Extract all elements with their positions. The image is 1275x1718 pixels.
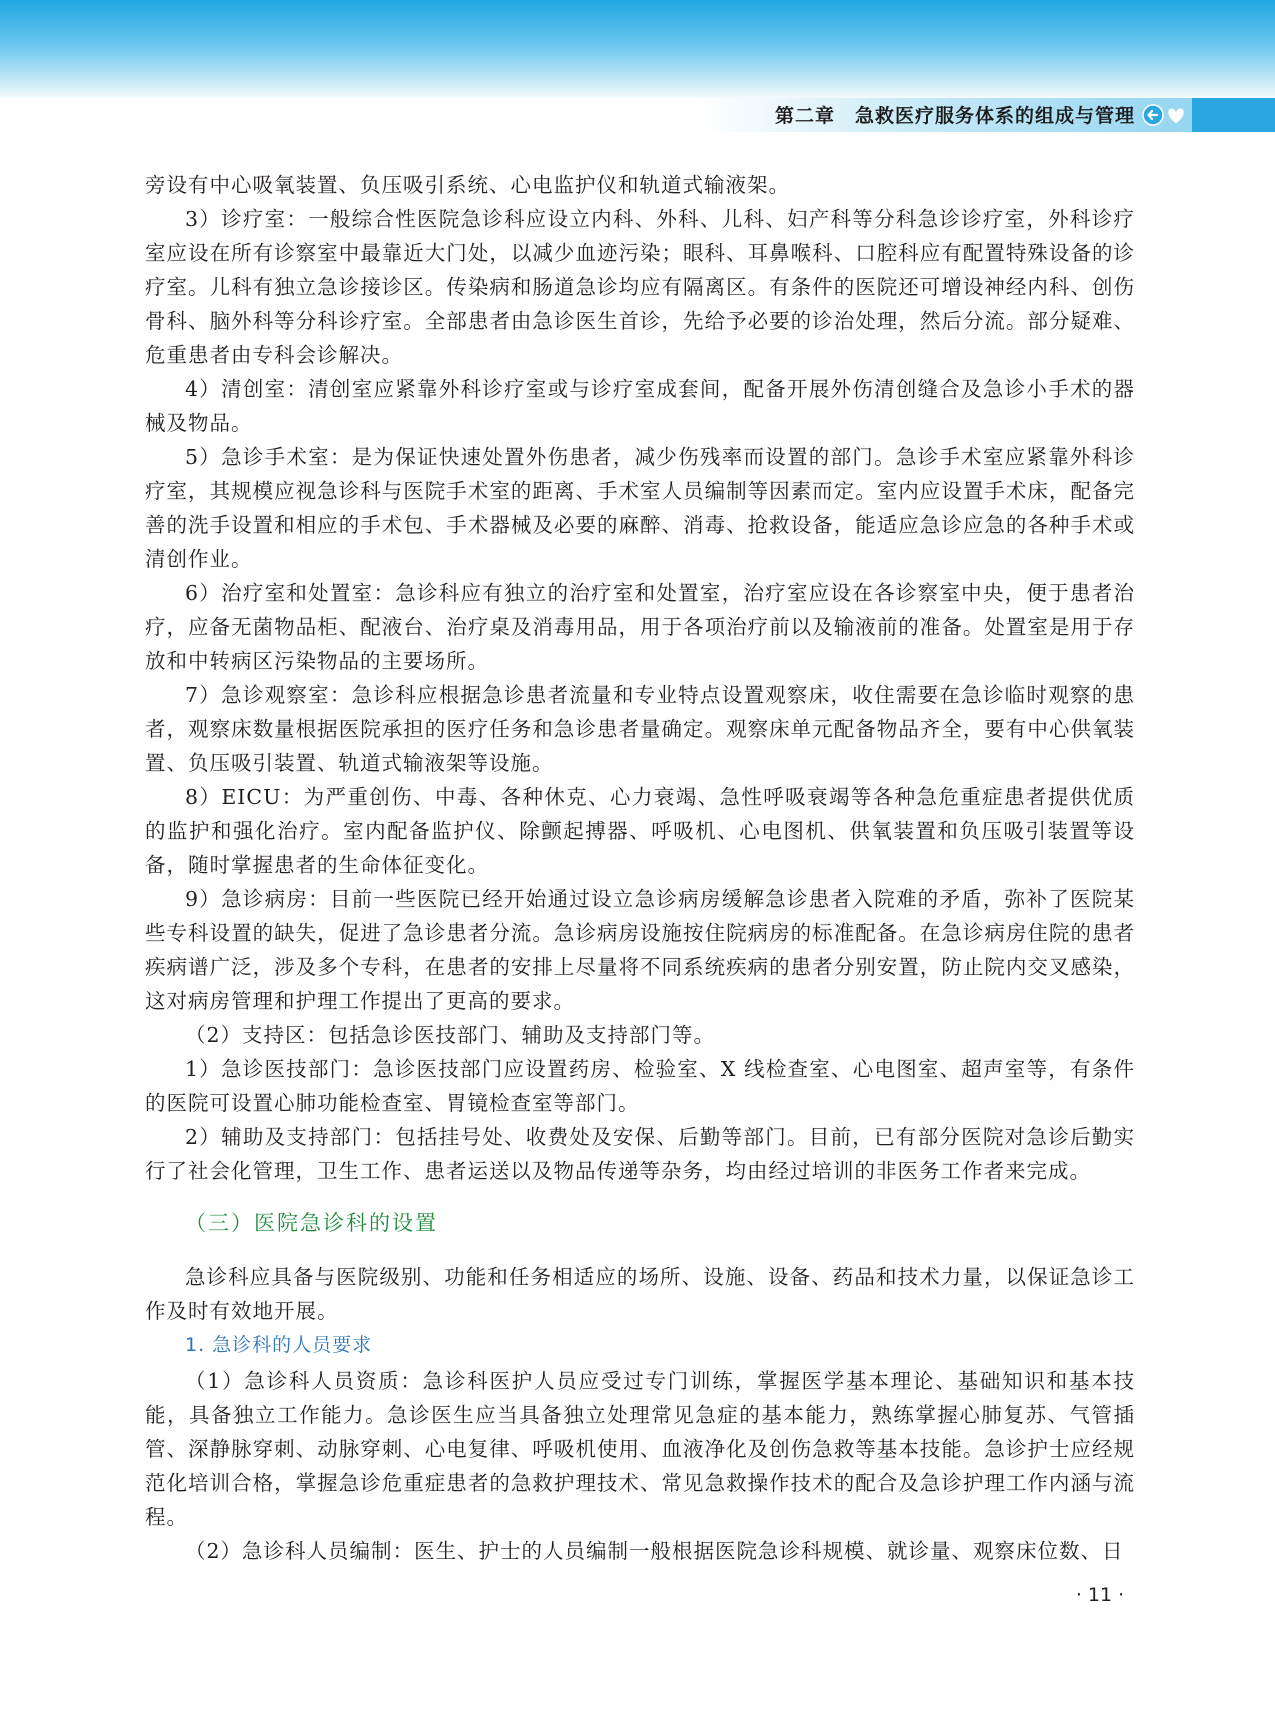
page-body [145, 168, 1135, 1568]
page-number: · 11 · [1075, 1584, 1125, 1606]
paragraph: （2）支持区：包括急诊医技部门、辅助及支持部门等。 [185, 1023, 716, 1047]
chapter-title: 第二章 急救医疗服务体系的组成与管理 [774, 105, 1135, 127]
chapter-tab-accent [1192, 98, 1275, 132]
paragraph: 6）治疗室和处置室：急诊科应有独立的治疗室和处置室，治疗室应设在各诊察室中央，便于患者治疗，应备无菌物品柜、配液台、治疗桌及消毒用品，用于各项治疗前以及输液前的准备。处置室是用于存放和中转病区污染物品的主要场所。 [145, 581, 1135, 673]
paragraph: 9）急诊病房：目前一些医院已经开始通过设立急诊病房缓解急诊患者入院难的矛盾，弥补了医院某些专科设置的缺失，促进了急诊患者分流。急诊病房设施按住院病房的标准配备。在急诊病房住院的患者疾病谱广泛，涉及多个专科，在患者的安排上尽量将不同系统疾病的患者分别安置，防止院内交叉感染，这对病房管理和护理工作提出了更高的要求。 [145, 887, 1135, 1013]
paragraph: 旁设有中心吸氧装置、负压吸引系统、心电监护仪和轨道式输液架。 [145, 173, 790, 197]
paragraph: 8）EICU：为严重创伤、中毒、各种休克、心力衰竭、急性呼吸衰竭等各种急危重症患者提供优质的监护和强化治疗。室内配备监护仪、除颤起搏器、呼吸机、心电图机、供氧装置和负压吸引装置等设备，随时掌握患者的生命体征变化。 [145, 785, 1135, 877]
paragraph: 1）急诊医技部门：急诊医技部门应设置药房、检验室、X 线检查室、心电图室、超声室等，有条件的医院可设置心肺功能检查室、胃镜检查室等部门。 [145, 1057, 1135, 1115]
paragraph: 2）辅助及支持部门：包括挂号处、收费处及安保、后勤等部门。目前，已有部分医院对急诊后勤实行了社会化管理，卫生工作、患者运送以及物品传递等杂务，均由经过培训的非医务工作者来完成。 [145, 1125, 1135, 1183]
paragraph: （1）急诊科人员资质：急诊科医护人员应受过专门训练，掌握医学基本理论、基础知识和基本技能，具备独立工作能力。急诊医生应当具备独立处理常见急症的基本能力，熟练掌握心肺复苏、气管插管、深静脉穿刺、动脉穿刺、心电复律、呼吸机使用、血液净化及创伤急救等基本技能。急诊护士应经规范化培训合格，掌握急诊危重症患者的急救护理技术、常见急救操作技术的配合及急诊护理工作内涵与流程。 [145, 1369, 1135, 1529]
section-heading: （三）医院急诊科的设置 [185, 1211, 438, 1235]
paragraph: 4）清创室：清创室应紧靠外科诊疗室或与诊疗室成套间，配备开展外伤清创缝合及急诊小手术的器械及物品。 [145, 377, 1135, 435]
paragraph: 7）急诊观察室：急诊科应根据急诊患者流量和专业特点设置观察床，收住需要在急诊临时观察的患者，观察床数量根据医院承担的医疗任务和急诊患者量确定。观察床单元配备物品齐全，要有中心供氧装置、负压吸引装置、轨道式输液架等设施。 [145, 683, 1135, 775]
arrow-heart-icon [1142, 103, 1190, 127]
paragraph: 5）急诊手术室：是为保证快速处置外伤患者，减少伤残率而设置的部门。急诊手术室应紧靠外科诊疗室，其规模应视急诊科与医院手术室的距离、手术室人员编制等因素而定。室内应设置手术床，配备完善的洗手设置和相应的手术包、手术器械及必要的麻醉、消毒、抢救设备，能适应急诊应急的各种手术或清创作业。 [145, 445, 1135, 571]
paragraph: （2）急诊科人员编制：医生、护士的人员编制一般根据医院急诊科规模、就诊量、观察床位数、日 [185, 1539, 1124, 1563]
paragraph: 3）诊疗室：一般综合性医院急诊科应设立内科、外科、儿科、妇产科等分科急诊诊疗室，外科诊疗室应设在所有诊察室中最靠近大门处，以减少血迹污染；眼科、耳鼻喉科、口腔科应有配置特殊设备的诊疗室。儿科有独立急诊接诊区。传染病和肠道急诊均应有隔离区。有条件的医院还可增设神经内科、创伤骨科、脑外科等分科诊疗室。全部患者由急诊医生首诊，先给予必要的诊治处理，然后分流。部分疑难、危重患者由专科会诊解决。 [145, 207, 1135, 367]
section-intro: 急诊科应具备与医院级别、功能和任务相适应的场所、设施、设备、药品和技术力量，以保证急诊工作及时有效地开展。 [145, 1265, 1135, 1323]
subsection-heading: 1. 急诊科的人员要求 [185, 1334, 373, 1356]
header-gradient-band [0, 0, 1275, 102]
